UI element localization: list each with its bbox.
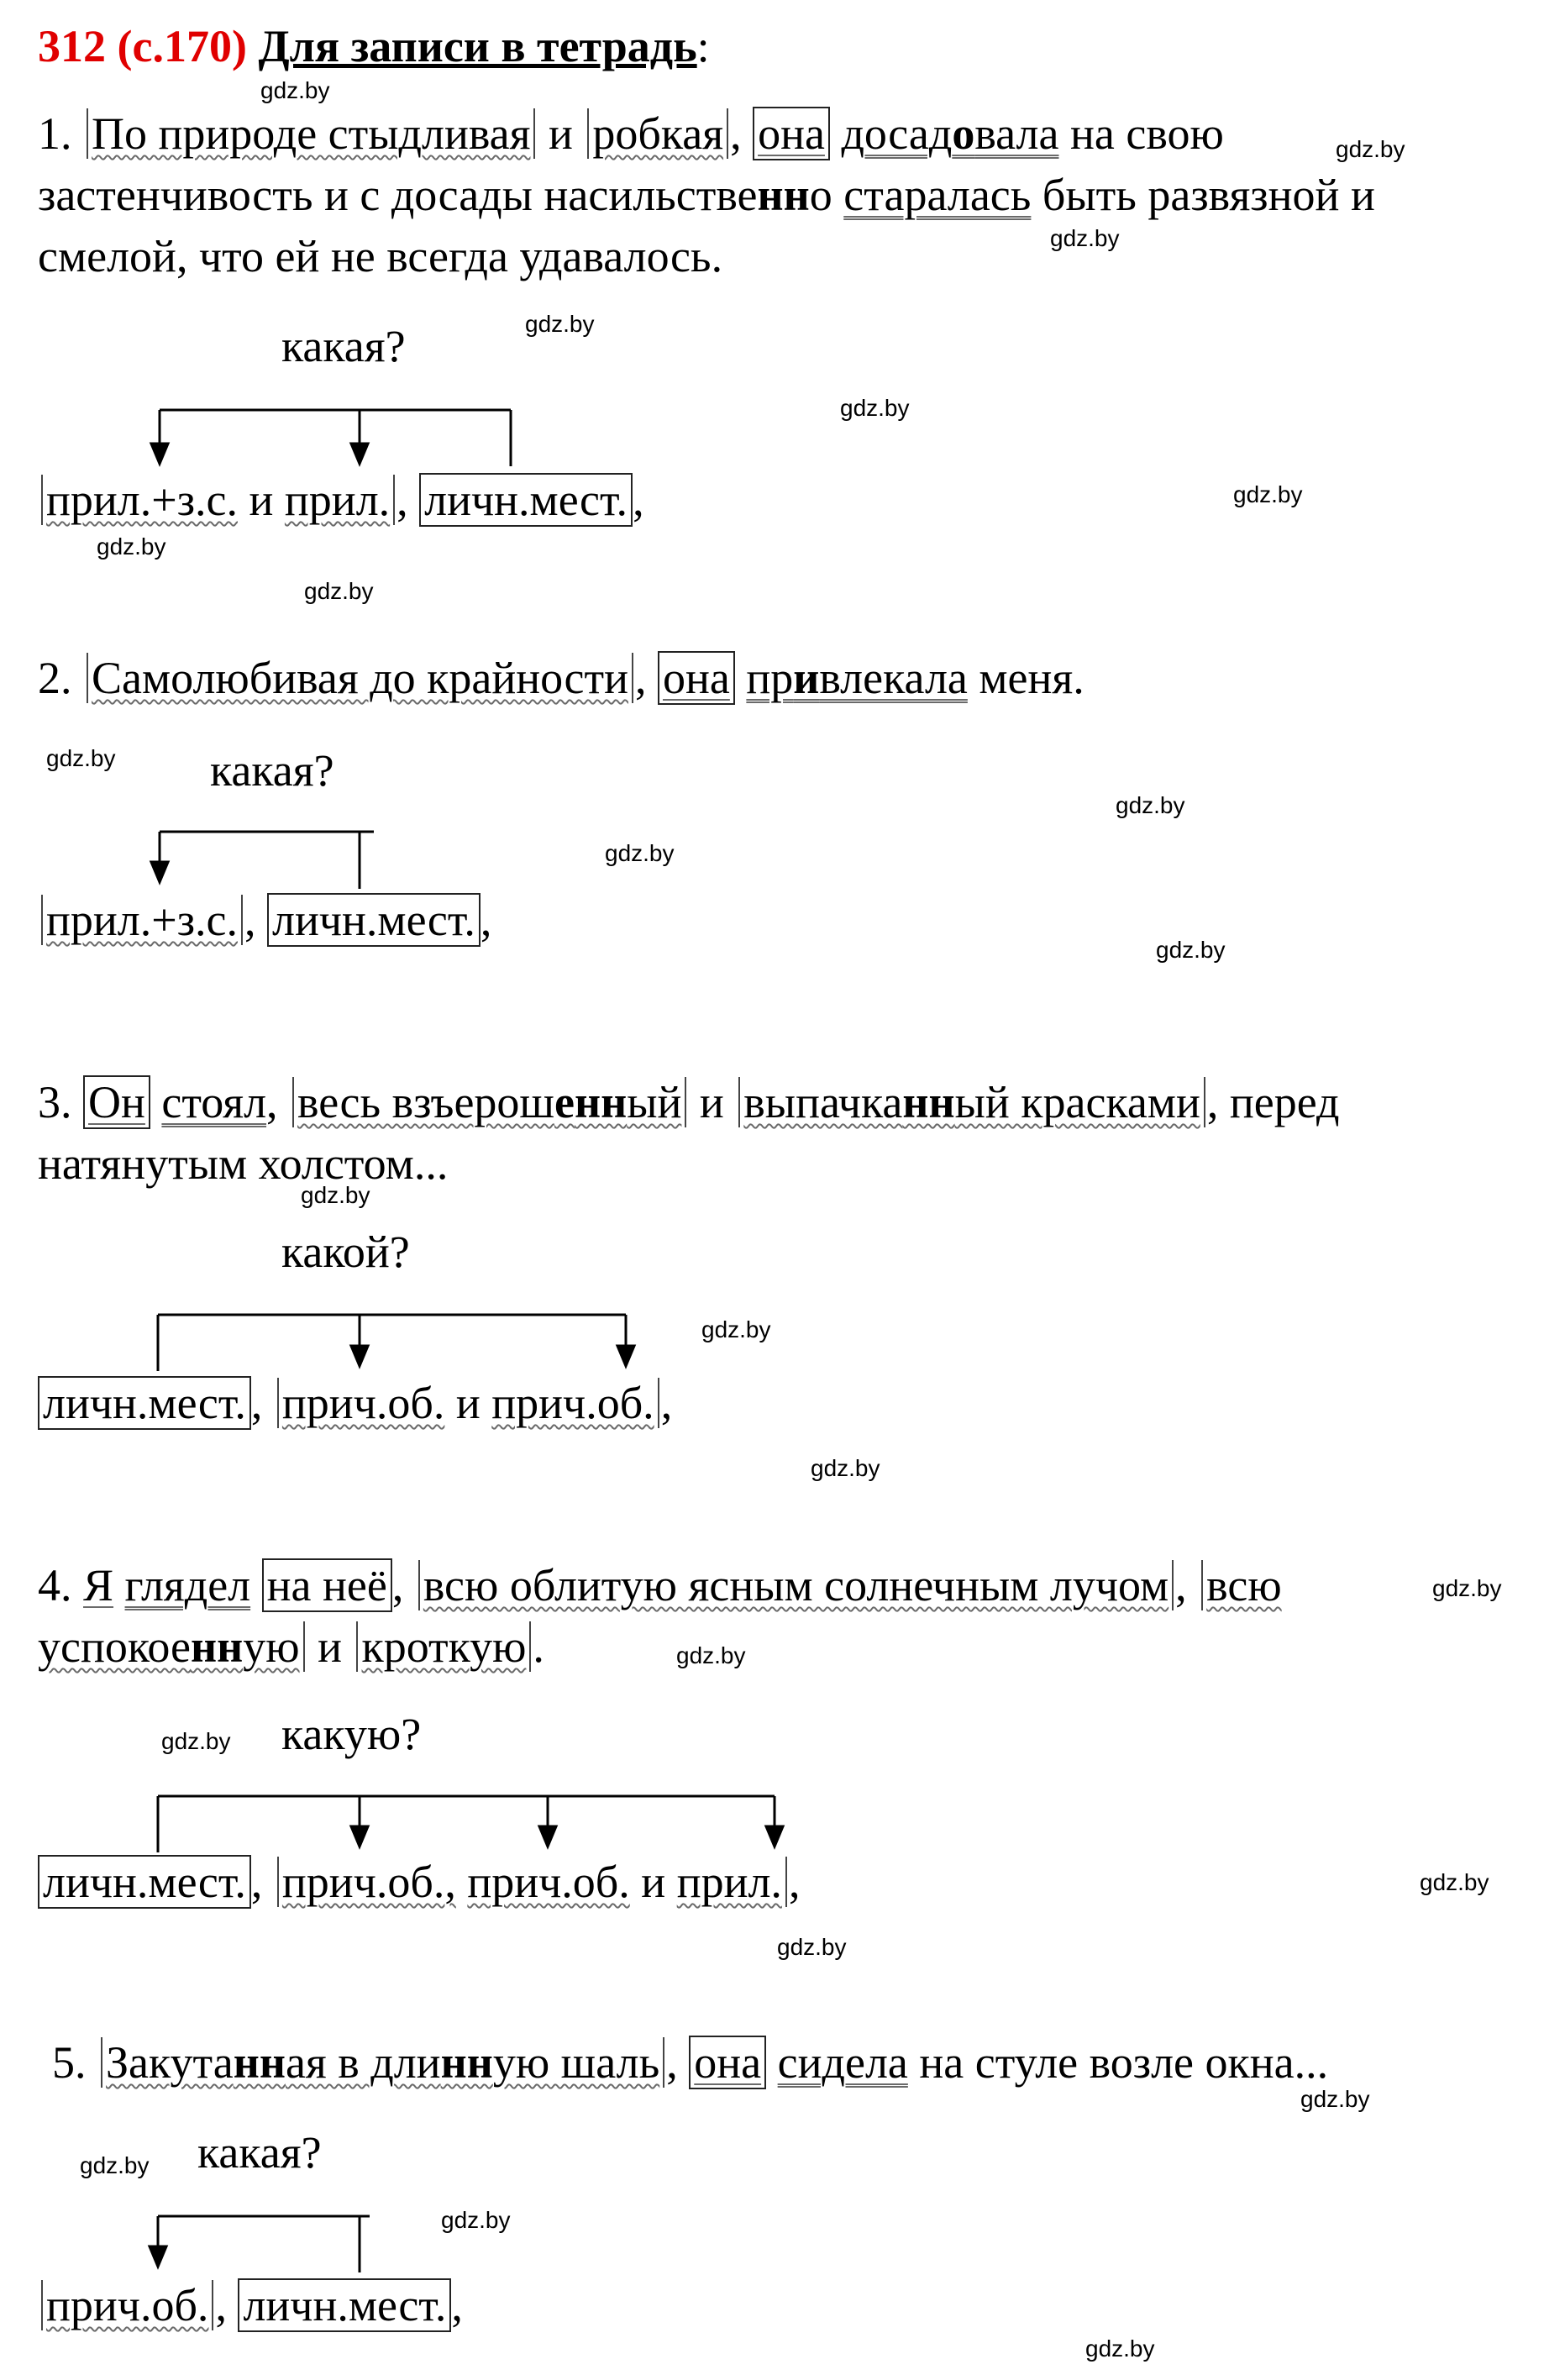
watermark: gdz.by	[80, 2152, 150, 2178]
watermark: gdz.by	[97, 533, 166, 560]
scheme-2: прил.+з.с. , личн.мест. ,	[38, 897, 491, 943]
scheme-1: прил.+з.с. и прил. , личн.мест. ,	[38, 477, 644, 523]
watermark: gdz.by	[676, 1642, 746, 1668]
subject: Я	[83, 1560, 114, 1610]
watermark: gdz.by	[304, 578, 374, 604]
sentence-3-line-2: натянутым холстом...	[38, 1138, 449, 1189]
watermark: gdz.by	[525, 311, 595, 337]
sentence-4-line-1: 4. Я глядел на неё , всю облитую ясным солнечным лучом , всю	[38, 1560, 1282, 1610]
exercise-number: 312 (с.170)	[38, 21, 247, 71]
watermark: gdz.by	[1300, 2086, 1370, 2112]
watermark: gdz.by	[1156, 937, 1226, 963]
question-4: какую?	[281, 1709, 422, 1759]
predicate: досадовала	[841, 108, 1059, 159]
scheme-5: прич.об. , личн.мест. ,	[38, 2283, 463, 2328]
watermark: gdz.by	[777, 1934, 847, 1960]
predicate: стоял	[161, 1077, 267, 1127]
sentence-1-line-1: 1. По природе стыдливая и робкая , она досадовала на свою	[38, 108, 1224, 159]
watermark: gdz.by	[301, 1182, 370, 1208]
question-1: какая?	[281, 321, 406, 371]
watermark: gdz.by	[1233, 481, 1303, 507]
predicate: привлекала	[746, 653, 968, 703]
watermark: gdz.by	[701, 1316, 771, 1342]
watermark: gdz.by	[1420, 1869, 1489, 1895]
scheme-3: личн.мест. , прич.об. и прич.об. ,	[38, 1380, 672, 1426]
sentence-3-line-1: 3. Он стоял, весь взъерошенный и выпачканный красками , перед	[38, 1077, 1340, 1127]
subject: она	[658, 651, 735, 705]
watermark: gdz.by	[441, 2207, 511, 2233]
question-2: какая?	[210, 745, 334, 796]
question-5: какая?	[197, 2127, 322, 2178]
watermark: gdz.by	[161, 1728, 231, 1754]
subject: она	[753, 107, 830, 160]
watermark: gdz.by	[1432, 1575, 1502, 1601]
watermark: gdz.by	[605, 840, 675, 866]
question-3: какой?	[281, 1227, 410, 1277]
watermark: gdz.by	[1336, 136, 1405, 162]
subject: она	[689, 2036, 766, 2089]
watermark: gdz.by	[46, 745, 116, 771]
scheme-4: личн.мест. , прич.об., прич.об. и прил. ,	[38, 1859, 800, 1905]
sentence-1-line-2: застенчивость и с досады насильственно старалась быть развязной и	[38, 170, 1375, 220]
watermark: gdz.by	[260, 77, 330, 103]
subject: Он	[83, 1075, 150, 1129]
predicate: старалась	[843, 170, 1032, 220]
watermark: gdz.by	[811, 1455, 880, 1481]
sentence-4-line-2: успокоенную и кроткую .	[38, 1621, 544, 1672]
watermark: gdz.by	[1085, 2335, 1155, 2362]
exercise-header: 312 (с.170) Для записи в тетрадь:	[38, 21, 710, 71]
watermark: gdz.by	[1116, 792, 1185, 818]
object: на неё	[262, 1558, 392, 1612]
sentence-1-line-3: смелой, что ей не всегда удавалось.	[38, 231, 723, 281]
sentence-2: 2. Самолюбивая до крайности , она привлекала меня.	[38, 653, 1084, 703]
exercise-title: Для записи в тетрадь	[258, 21, 697, 71]
watermark: gdz.by	[840, 395, 910, 421]
sentence-5: 5. Закутанная в длинную шаль , она сидела на стуле возле окна...	[52, 2037, 1329, 2088]
predicate: сидела	[777, 2037, 908, 2088]
predicate: глядел	[124, 1560, 251, 1610]
watermark: gdz.by	[1050, 225, 1120, 251]
